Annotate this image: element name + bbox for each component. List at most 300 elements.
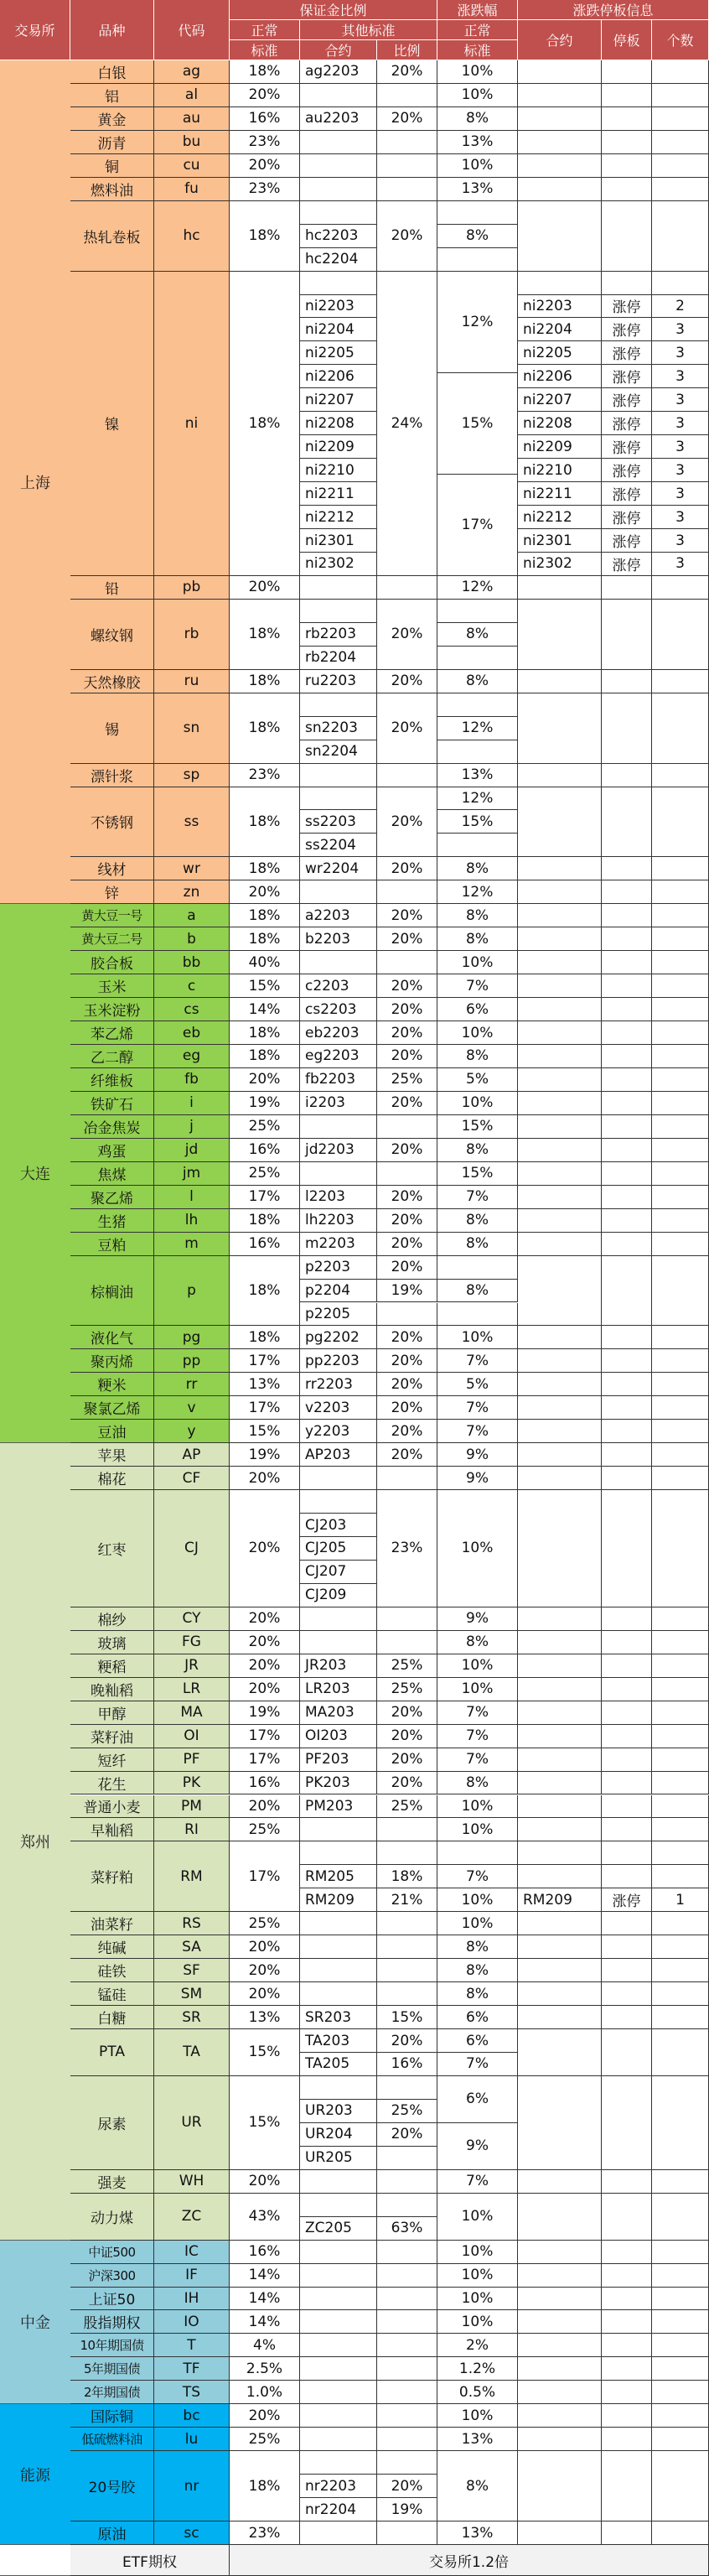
stop-contract-empty (518, 2006, 602, 2029)
margin-standard: 18% (230, 600, 300, 670)
stop-board-empty (602, 1021, 652, 1045)
margin-contract: rb2203 (300, 623, 377, 647)
margin-ratio (377, 2194, 437, 2217)
stop-contract-empty (518, 131, 602, 154)
margin-contract-empty (300, 2334, 377, 2357)
margin-ratio: 20% (377, 1373, 437, 1396)
stop-count (652, 1865, 709, 1888)
stop-board-empty (602, 1982, 652, 2006)
stop-board-empty (602, 2194, 652, 2241)
limit-standard: 7% (437, 1396, 518, 1420)
limit-standard: 15% (437, 1162, 518, 1186)
stop-contract-empty (518, 1021, 602, 1045)
variety-name: PTA (70, 2029, 154, 2076)
stop-count-empty (652, 154, 709, 178)
stop-board-empty (602, 2381, 652, 2404)
margin-ratio: 20% (377, 201, 437, 272)
margin-standard: 25% (230, 1912, 300, 1935)
variety-name: 早籼稻 (70, 1818, 154, 1841)
stop-contract-empty (518, 2264, 602, 2288)
stop-count-empty (652, 2170, 709, 2194)
margin-standard: 18% (230, 201, 300, 272)
margin-ratio: 18% (377, 1865, 437, 1888)
margin-contract: l2203 (300, 1186, 377, 1209)
variety-code: FG (154, 1631, 230, 1654)
variety-name: 硅铁 (70, 1959, 154, 1982)
variety-code: lu (154, 2428, 230, 2451)
margin-contract (300, 1841, 377, 1865)
variety-name: 焦煤 (70, 1162, 154, 1186)
margin-ratio-empty (377, 1818, 437, 1841)
margin-standard: 17% (230, 1725, 300, 1748)
stop-board-empty (602, 1467, 652, 1490)
limit-standard: 8% (437, 1209, 518, 1233)
margin-standard: 19% (230, 1701, 300, 1725)
stop-board: 涨停 (602, 295, 652, 319)
stop-count-empty (652, 1139, 709, 1162)
limit-standard: 8% (437, 1772, 518, 1795)
stop-board-empty (602, 1186, 652, 1209)
variety-code: pg (154, 1326, 230, 1349)
etf-value: 交易所1.2倍 (230, 2545, 709, 2576)
stop-board-empty (602, 60, 652, 84)
margin-ratio-empty (377, 880, 437, 904)
stop-contract: ni2211 (518, 482, 602, 506)
margin-standard: 20% (230, 1959, 300, 1982)
margin-contract: m2203 (300, 1233, 377, 1256)
variety-code: IH (154, 2288, 230, 2311)
margin-ratio-empty (377, 131, 437, 154)
limit-standard: 10% (437, 1888, 518, 1912)
margin-standard: 20% (230, 1607, 300, 1631)
stop-count: 3 (652, 365, 709, 388)
exchange-name: 中金 (0, 2241, 70, 2405)
margin-ratio: 20% (377, 998, 437, 1021)
variety-code: MA (154, 1701, 230, 1725)
margin-standard: 20% (230, 1935, 300, 1959)
margin-standard: 43% (230, 2194, 300, 2241)
variety-name: 天然橡胶 (70, 670, 154, 693)
margin-contract: ni2212 (300, 506, 377, 529)
margin-standard: 18% (230, 1021, 300, 1045)
variety-code: ru (154, 670, 230, 693)
limit-standard: 12% (437, 880, 518, 904)
stop-board-empty (602, 1748, 652, 1772)
stop-contract-empty (518, 1045, 602, 1068)
margin-contract-empty (300, 2357, 377, 2381)
stop-count-empty (652, 787, 709, 858)
margin-contract: y2203 (300, 1420, 377, 1443)
variety-name: 螺纹钢 (70, 600, 154, 670)
variety-name: 豆粕 (70, 1233, 154, 1256)
margin-standard: 20% (230, 1467, 300, 1490)
stop-contract: ni2203 (518, 295, 602, 319)
variety-name: 纤维板 (70, 1068, 154, 1092)
stop-contract-empty (518, 1607, 602, 1631)
variety-code: PM (154, 1795, 230, 1819)
margin-contract-empty (300, 1912, 377, 1935)
stop-count-empty (652, 1678, 709, 1701)
limit-standard: 9% (437, 1467, 518, 1490)
stop-count-empty (652, 1490, 709, 1607)
variety-code: cs (154, 998, 230, 1021)
stop-contract-empty (518, 1701, 602, 1725)
margin-standard: 15% (230, 1420, 300, 1443)
margin-standard: 25% (230, 1115, 300, 1139)
stop-contract-empty (518, 1912, 602, 1935)
stop-contract-empty (518, 1068, 602, 1092)
stop-contract-empty (518, 1373, 602, 1396)
stop-board-empty (602, 1233, 652, 1256)
variety-code: sp (154, 764, 230, 787)
margin-standard: 20% (230, 2170, 300, 2194)
stop-contract: ni2206 (518, 365, 602, 388)
variety-code: SM (154, 1982, 230, 2006)
limit-standard: 10% (437, 2194, 518, 2241)
margin-contract-empty (300, 576, 377, 600)
stop-contract-empty (518, 880, 602, 904)
limit-standard: 9% (437, 1443, 518, 1467)
stop-contract-empty (518, 1467, 602, 1490)
margin-ratio-empty (377, 2170, 437, 2194)
margin-standard: 25% (230, 2428, 300, 2451)
margin-ratio-empty (377, 2521, 437, 2545)
margin-standard: 18% (230, 670, 300, 693)
stop-board-empty (602, 787, 652, 858)
variety-name: 胶合板 (70, 951, 154, 974)
margin-contract (300, 787, 377, 811)
limit-standard: 6% (437, 2006, 518, 2029)
stop-contract-empty (518, 2170, 602, 2194)
margin-ratio: 25% (377, 1795, 437, 1819)
variety-name: 棉纱 (70, 1607, 154, 1631)
margin-standard: 18% (230, 857, 300, 880)
limit-standard (437, 693, 518, 717)
stop-contract-empty (518, 998, 602, 1021)
limit-standard: 8% (437, 1959, 518, 1982)
stop-contract-empty (518, 2451, 602, 2521)
stop-contract: ni2207 (518, 388, 602, 412)
stop-contract-empty (518, 2029, 602, 2076)
header-stop-board: 停板 (602, 20, 652, 60)
margin-contract-empty (300, 1115, 377, 1139)
stop-contract-empty (518, 1725, 602, 1748)
stop-board-empty (602, 904, 652, 927)
margin-contract: ni2210 (300, 459, 377, 482)
variety-code: hc (154, 201, 230, 272)
limit-standard: 8% (437, 1982, 518, 2006)
limit-standard: 8% (437, 904, 518, 927)
variety-code: TF (154, 2357, 230, 2381)
margin-contract-empty (300, 84, 377, 107)
stop-count-empty (652, 904, 709, 927)
stop-board-empty (602, 107, 652, 131)
stop-board-empty (602, 1349, 652, 1373)
stop-board-empty (602, 1209, 652, 1233)
stop-board: 涨停 (602, 341, 652, 365)
margin-ratio (377, 2451, 437, 2475)
margin-ratio-empty (377, 951, 437, 974)
variety-code: bu (154, 131, 230, 154)
variety-name: 锌 (70, 880, 154, 904)
margin-standard: 15% (230, 2076, 300, 2170)
margin-ratio: 20% (377, 1701, 437, 1725)
limit-standard: 10% (437, 1912, 518, 1935)
limit-standard (437, 201, 518, 225)
limit-standard: 10% (437, 1326, 518, 1349)
margin-ratio: 20% (377, 2029, 437, 2053)
stop-count-empty (652, 2194, 709, 2241)
margin-standard: 20% (230, 2404, 300, 2428)
margin-ratio: 20% (377, 857, 437, 880)
limit-standard: 6% (437, 998, 518, 1021)
limit-standard: 12% (437, 717, 518, 740)
margin-ratio (377, 2076, 437, 2100)
stop-board-empty (602, 2170, 652, 2194)
stop-count-empty (652, 1021, 709, 1045)
stop-count-empty (652, 84, 709, 107)
stop-contract-empty (518, 60, 602, 84)
limit-standard: 10% (437, 60, 518, 84)
margin-standard: 4% (230, 2334, 300, 2357)
variety-name: 冶金焦炭 (70, 1115, 154, 1139)
margin-ratio (377, 1841, 437, 1865)
stop-contract-empty (518, 787, 602, 858)
stop-count-empty (652, 576, 709, 600)
stop-board-empty (602, 2521, 652, 2545)
limit-standard: 7% (437, 2170, 518, 2194)
stop-contract-empty (518, 1772, 602, 1795)
stop-board: 涨停 (602, 412, 652, 435)
stop-count (652, 1841, 709, 1865)
limit-standard (437, 647, 518, 670)
stop-board-empty (602, 1068, 652, 1092)
margin-contract: CJ209 (300, 1584, 377, 1607)
margin-ratio-empty (377, 1912, 437, 1935)
variety-code: CF (154, 1467, 230, 1490)
margin-contract: au2203 (300, 107, 377, 131)
margin-ratio-empty (377, 2381, 437, 2404)
limit-standard: 13% (437, 764, 518, 787)
variety-code: IF (154, 2264, 230, 2288)
variety-name: 铜 (70, 154, 154, 178)
variety-code: nr (154, 2451, 230, 2521)
stop-board-empty (602, 2428, 652, 2451)
stop-board-empty (602, 2357, 652, 2381)
variety-code: zn (154, 880, 230, 904)
variety-code: lh (154, 1209, 230, 1233)
stop-count-empty (652, 1443, 709, 1467)
variety-name: 纯碱 (70, 1935, 154, 1959)
stop-count: 3 (652, 459, 709, 482)
margin-ratio: 20% (377, 927, 437, 951)
header-stop-group: 涨跌停板信息 (518, 0, 709, 20)
margin-standard: 18% (230, 927, 300, 951)
margin-ratio-empty (377, 2357, 437, 2381)
margin-contract-empty (300, 880, 377, 904)
margin-ratio-empty (377, 1607, 437, 1631)
margin-standard: 17% (230, 1186, 300, 1209)
limit-standard: 5% (437, 1373, 518, 1396)
stop-contract (518, 1841, 602, 1865)
margin-contract: lh2203 (300, 1209, 377, 1233)
stop-count-empty (652, 107, 709, 131)
variety-name: 普通小麦 (70, 1795, 154, 1819)
stop-board-empty (602, 1912, 652, 1935)
stop-count-empty (652, 2264, 709, 2288)
stop-board-empty (602, 2288, 652, 2311)
stop-board-empty (602, 131, 652, 154)
variety-code: jm (154, 1162, 230, 1186)
stop-count-empty (652, 1725, 709, 1748)
margin-standard: 16% (230, 107, 300, 131)
margin-contract: UR204 (300, 2123, 377, 2147)
margin-contract-empty (300, 2428, 377, 2451)
stop-contract-empty (518, 1092, 602, 1115)
variety-name: 粳米 (70, 1373, 154, 1396)
margin-contract (300, 693, 377, 717)
variety-code: rb (154, 600, 230, 670)
margin-contract: fb2203 (300, 1068, 377, 1092)
margin-standard: 20% (230, 1631, 300, 1654)
stop-count-empty (652, 974, 709, 998)
stop-contract-empty (518, 201, 602, 272)
margin-contract: nr2204 (300, 2498, 377, 2521)
margin-contract: PK203 (300, 1772, 377, 1795)
stop-count-empty (652, 1233, 709, 1256)
margin-contract-empty (300, 1162, 377, 1186)
variety-code: c (154, 974, 230, 998)
margin-standard: 13% (230, 1373, 300, 1396)
limit-standard: 5% (437, 1068, 518, 1092)
variety-code: eb (154, 1021, 230, 1045)
stop-board-empty (602, 178, 652, 201)
margin-standard: 15% (230, 974, 300, 998)
stop-contract-empty (518, 1420, 602, 1443)
limit-standard: 13% (437, 131, 518, 154)
stop-count-empty (652, 1209, 709, 1233)
margin-ratio: 19% (377, 1280, 437, 1303)
header-stop-count: 个数 (652, 20, 709, 60)
margin-contract: p2204 (300, 1280, 377, 1303)
margin-ratio-empty (377, 1115, 437, 1139)
limit-standard: 7% (437, 1186, 518, 1209)
margin-contract: ss2204 (300, 834, 377, 857)
stop-contract-empty (518, 2194, 602, 2241)
header-limit-standard: 标准 (437, 40, 518, 60)
margin-ratio-empty (377, 2288, 437, 2311)
margin-standard: 20% (230, 1654, 300, 1678)
stop-board-empty (602, 2076, 652, 2170)
variety-name: 漂针浆 (70, 764, 154, 787)
variety-name: 上证50 (70, 2288, 154, 2311)
exchange-name: 能源 (0, 2404, 70, 2545)
margin-contract: eg2203 (300, 1045, 377, 1068)
margin-contract (300, 2194, 377, 2217)
stop-contract-empty (518, 2241, 602, 2264)
margin-contract-empty (300, 2170, 377, 2194)
margin-ratio-empty (377, 84, 437, 107)
variety-code: v (154, 1396, 230, 1420)
margin-contract: v2203 (300, 1396, 377, 1420)
limit-standard (437, 1841, 518, 1865)
stop-board-empty (602, 2241, 652, 2264)
limit-standard: 13% (437, 178, 518, 201)
margin-contract-empty (300, 2241, 377, 2264)
variety-name: 黄金 (70, 107, 154, 131)
margin-standard: 20% (230, 1795, 300, 1819)
stop-board: 涨停 (602, 553, 652, 576)
header-margin-ratio: 比例 (377, 40, 437, 60)
stop-count-empty (652, 2288, 709, 2311)
margin-contract: sn2204 (300, 740, 377, 764)
stop-board-empty (602, 670, 652, 693)
limit-standard: 0.5% (437, 2381, 518, 2404)
variety-name: 股指期权 (70, 2310, 154, 2334)
stop-contract-empty (518, 1139, 602, 1162)
stop-board: 涨停 (602, 529, 652, 553)
stop-count-empty (652, 1186, 709, 1209)
margin-ratio-empty (377, 1982, 437, 2006)
stop-board (602, 1841, 652, 1865)
variety-name: 中证500 (70, 2241, 154, 2264)
stop-contract-empty (518, 2076, 602, 2170)
variety-code: IC (154, 2241, 230, 2264)
stop-count-empty (652, 2241, 709, 2264)
limit-standard: 10% (437, 1678, 518, 1701)
margin-contract: LR203 (300, 1678, 377, 1701)
variety-name: 不锈钢 (70, 787, 154, 858)
limit-standard (437, 1303, 518, 1327)
limit-standard: 10% (437, 1092, 518, 1115)
margin-ratio: 20% (377, 670, 437, 693)
limit-standard: 6% (437, 2029, 518, 2053)
stop-board-empty (602, 1631, 652, 1654)
stop-count: 3 (652, 318, 709, 341)
stop-count-empty (652, 1607, 709, 1631)
variety-code: JR (154, 1654, 230, 1678)
variety-name: 鸡蛋 (70, 1139, 154, 1162)
limit-standard: 13% (437, 2521, 518, 2545)
margin-ratio-empty (377, 1467, 437, 1490)
stop-count-empty (652, 1092, 709, 1115)
margin-contract: OI203 (300, 1725, 377, 1748)
margin-contract: SR203 (300, 2006, 377, 2029)
margin-contract-empty (300, 2288, 377, 2311)
stop-count-empty (652, 1420, 709, 1443)
limit-standard: 8% (437, 1139, 518, 1162)
etf-name: ETF期权 (70, 2545, 230, 2576)
variety-name: 菜籽油 (70, 1725, 154, 1748)
variety-code: ZC (154, 2194, 230, 2241)
variety-name: 沪深300 (70, 2264, 154, 2288)
margin-contract-empty (300, 2310, 377, 2334)
margin-ratio: 20% (377, 2475, 437, 2498)
margin-standard: 23% (230, 178, 300, 201)
stop-board-empty (602, 2029, 652, 2076)
margin-ratio: 20% (377, 1139, 437, 1162)
margin-ratio: 20% (377, 1725, 437, 1748)
stop-contract-empty (518, 1490, 602, 1607)
stop-contract-empty (518, 1256, 602, 1327)
stop-count-empty (652, 1467, 709, 1490)
stop-board-empty (602, 1654, 652, 1678)
margin-ratio: 16% (377, 2053, 437, 2076)
variety-code: al (154, 84, 230, 107)
margin-standard: 23% (230, 2521, 300, 2545)
variety-code: T (154, 2334, 230, 2357)
stop-count-empty (652, 1162, 709, 1186)
